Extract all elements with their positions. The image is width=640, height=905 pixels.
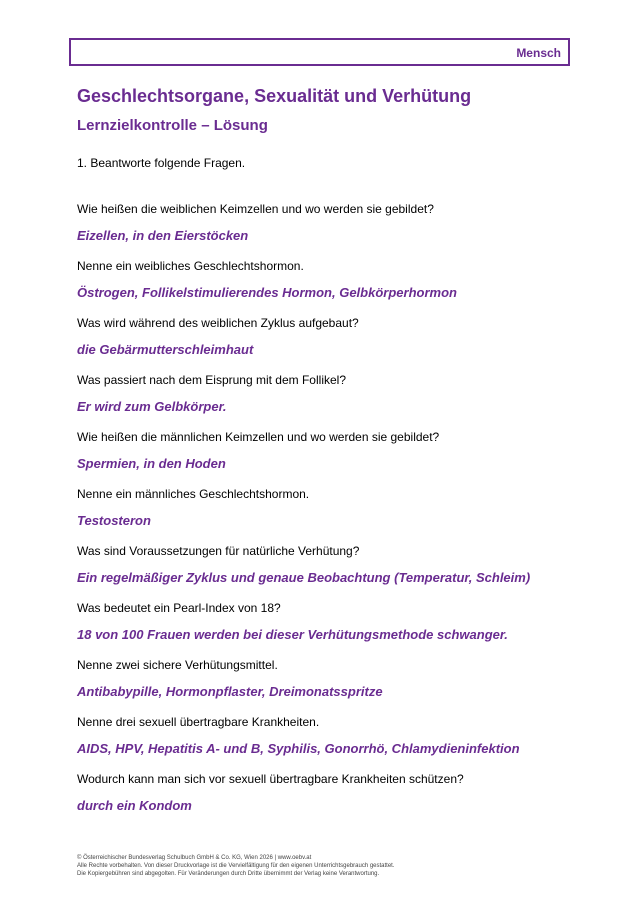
question-text: Was sind Voraussetzungen für natürliche Verhütung?	[77, 544, 360, 558]
answer-text: die Gebärmutterschleimhaut	[77, 342, 254, 357]
question-text: Was bedeutet ein Pearl-Index von 18?	[77, 601, 281, 615]
qa-item	[77, 373, 577, 430]
answer-text: Er wird zum Gelbkörper.	[77, 399, 227, 414]
copyright-footer	[77, 854, 395, 878]
answer-text: Ein regelmäßiger Zyklus und genaue Beobachtung (Temperatur, Schleim)	[77, 570, 531, 585]
qa-item	[77, 316, 577, 373]
answer-text: AIDS, HPV, Hepatitis A- und B, Syphilis, Gonorrhö, Chlamydieninfektion	[77, 741, 520, 756]
question-text: Wie heißen die männlichen Keimzellen und wo werden sie gebildet?	[77, 430, 440, 444]
answer-text: durch ein Kondom	[77, 798, 192, 813]
question-text: Wie heißen die weiblichen Keimzellen und wo werden sie gebildet?	[77, 202, 434, 216]
qa-item	[77, 487, 577, 544]
answer-text: Antibabypille, Hormonpflaster, Dreimonatsspritze	[77, 684, 383, 699]
answer-text: Spermien, in den Hoden	[77, 456, 226, 471]
answer-text: Eizellen, in den Eierstöcken	[77, 228, 249, 243]
qa-item	[77, 772, 577, 829]
footer-line: Die Kopiergebühren sind abgegolten. Für Veränderungen durch Dritte übernimmt der Verlag keine Verantwortung.	[77, 871, 380, 877]
qa-item	[77, 259, 577, 316]
question-text: Nenne ein weibliches Geschlechtshormon.	[77, 259, 304, 273]
footer-line: Alle Rechte vorbehalten. Von dieser Druckvorlage ist die Vervielfältigung für den eigenen Unterrichtsgebrauch gestattet.	[77, 863, 395, 869]
task-instruction: 1. Beantworte folgende Fragen.	[77, 156, 246, 170]
page-title: Geschlechtsorgane, Sexualität und Verhütung	[77, 86, 472, 106]
question-text: Nenne zwei sichere Verhütungsmittel.	[77, 658, 278, 672]
question-answer-list	[77, 202, 577, 829]
answer-text: 18 von 100 Frauen werden bei dieser Verhütungsmethode schwanger.	[77, 627, 508, 642]
qa-item	[77, 601, 577, 658]
question-text: Wodurch kann man sich vor sexuell übertragbare Krankheiten schützen?	[77, 772, 464, 786]
question-text: Nenne ein männliches Geschlechtshormon.	[77, 487, 310, 501]
qa-item	[77, 658, 577, 715]
answer-text: Testosteron	[77, 513, 151, 528]
header-box	[69, 38, 570, 66]
qa-item	[77, 544, 577, 601]
qa-item	[77, 202, 577, 259]
footer-line: © Österreichischer Bundesverlag Schulbuch GmbH & Co. KG, Wien 2026 | www.oebv.at	[77, 855, 312, 861]
question-text: Was wird während des weiblichen Zyklus aufgebaut?	[77, 316, 359, 330]
qa-item	[77, 715, 577, 772]
question-text: Was passiert nach dem Eisprung mit dem Follikel?	[77, 373, 346, 387]
page-subtitle: Lernzielkontrolle – Lösung	[77, 117, 268, 134]
question-text: Nenne drei sexuell übertragbare Krankheiten.	[77, 715, 320, 729]
qa-item	[77, 430, 577, 487]
answer-text: Östrogen, Follikelstimulierendes Hormon, Gelbkörperhormon	[77, 285, 457, 300]
header-category-label: Mensch	[516, 46, 561, 60]
